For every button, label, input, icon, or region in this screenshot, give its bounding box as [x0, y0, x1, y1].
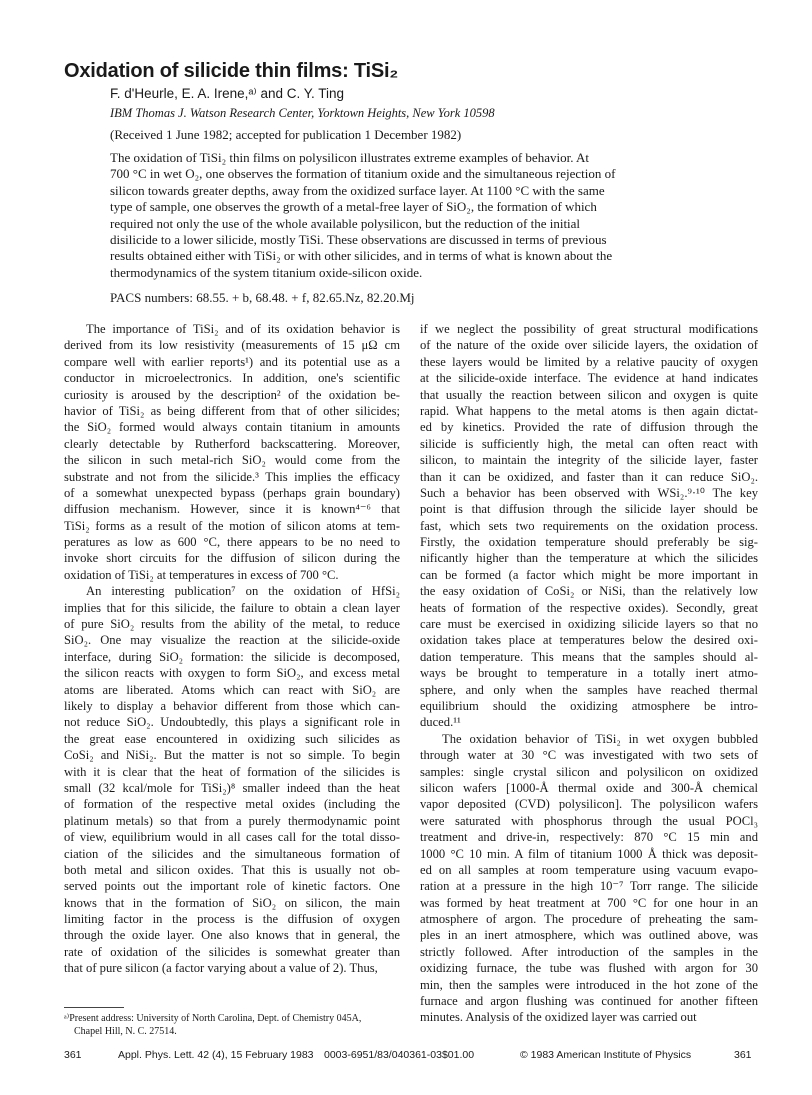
body-text-line: at the silicide-oxide interface. The evidence at hand indicates: [420, 371, 758, 386]
body-text-line: that of pure silicon (a factor varying about a value of 2). Thus,: [64, 961, 378, 976]
body-text-line: the silicon in such metal-rich SiO₂ would come from the: [64, 453, 400, 468]
body-text-line: interface, during SiO₂ formation: the silicide is decomposed,: [64, 649, 400, 664]
page-number-left: 361: [64, 1049, 82, 1061]
body-text-line: the great ease encountered in oxidizing such silicides as: [64, 731, 400, 746]
body-column-right: [420, 321, 758, 1026]
body-text-line: ways be brought to temperature in a totally inert atmo-: [420, 666, 758, 681]
body-text-line: implies that for this silicide, the failure to obtain a clean layer: [64, 600, 400, 615]
body-text-line: silicide is sufficiently high, the metal can often react with: [420, 436, 758, 451]
abstract-line: 700 °C in wet O₂, one observes the formation of titanium oxide and the simultaneous rejection of: [110, 166, 616, 182]
body-text-line: silicon, to maintain the integrity of the silicide layer, faster: [420, 453, 758, 468]
journal-citation: Appl. Phys. Lett. 42 (4), 15 February 1983: [118, 1049, 314, 1061]
body-text-line: furnace and argon flushing was continued for another fifteen: [420, 994, 758, 1009]
body-text-line: oxidation of TiSi₂ at temperatures in excess of 700 °C.: [64, 567, 339, 582]
body-text-line: CoSi₂ and NiSi₂. But the matter is not so simple. To begin: [64, 748, 400, 763]
body-text-line: derived from its low resistivity (measurements of 15 μΩ cm: [64, 338, 400, 353]
body-text-line: knows that in the formation of SiO₂ on silicon, the main: [64, 895, 400, 910]
body-text-line: platinum metals) so that from a purely thermodynamic point: [64, 813, 400, 828]
footnote-divider: [64, 1007, 124, 1008]
body-text-line: substrate and not from the silicide.³ This implies the efficacy: [64, 469, 400, 484]
body-text-line: the silicon reacts with oxygen to form SiO₂, and excess metal: [64, 666, 400, 681]
body-text-line: served points out the important role of kinetic factors. One: [64, 879, 400, 894]
body-text-line: rate of oxidation of the silicides is somewhat greater than: [64, 944, 400, 959]
body-text-line: oxidation takes place at temperatures below the desired oxi-: [420, 633, 758, 648]
body-text-line: limiting factor in the process is the diffusion of oxygen: [64, 912, 400, 927]
body-text-line: havior of TiSi₂ as being different from that of other silicides;: [64, 403, 400, 418]
body-text-line: can be formed (a factor which might be more important in: [420, 567, 758, 582]
body-text-line: compare well with earlier reports¹) and its potential use as a: [64, 354, 400, 369]
body-text-line: The oxidation behavior of TiSi₂ in wet oxygen bubbled: [442, 731, 758, 746]
body-text-line: that usually the reaction between silicon and oxygen is quite: [420, 387, 758, 402]
body-text-line: An interesting publication⁷ on the oxidation of HfSi₂: [86, 584, 400, 599]
abstract-line: The oxidation of TiSi₂ thin films on polysilicon illustrates extreme examples of behavior. At: [110, 150, 589, 165]
body-text-line: atoms are liberated. Atoms which can react with SiO₂ are: [64, 682, 400, 697]
body-text-line: Such a behavior has been observed with WSi₂.⁹·¹⁰ The key: [420, 485, 758, 500]
body-text-line: than it can be oxidized, and faster than it can reduce SiO₂.: [420, 469, 758, 484]
body-text-line: silicon wafers [1000-Å thermal oxide and 300-Å chemical: [420, 780, 758, 795]
abstract: [110, 150, 760, 281]
body-text-line: clearly detectable by Rutherford backscattering. Moreover,: [64, 436, 400, 451]
body-text-line: curiosity is aroused by the description² of the oxidation be-: [64, 387, 400, 402]
body-text-line: ciation of the silicides and the simultaneous formation of: [64, 846, 400, 861]
body-text-line: invoke short circuits for the diffusion of silicon during the: [64, 551, 400, 566]
body-text-line: Firstly, the oxidation temperature should preferably be sig-: [420, 535, 758, 550]
pacs-numbers: PACS numbers: 68.55. + b, 68.48. + f, 82.65.Nz, 82.20.Mj: [110, 290, 415, 305]
body-text-line: sphere, and only when the samples have reached thermal: [420, 682, 758, 697]
received-dates: (Received 1 June 1982; accepted for publication 1 December 1982): [110, 127, 462, 142]
body-text-line: ration at a pressure in the high 10⁻⁷ Torr range. The silicide: [420, 879, 758, 894]
body-text-line: vapor deposited (CVD) polysilicon]. The polysilicon wafers: [420, 797, 758, 812]
article-code: 0003-6951/83/040361-03$01.00: [324, 1049, 475, 1061]
body-text-line: not reduce SiO₂. Undoubtedly, this plays a significant role in: [64, 715, 400, 730]
body-text-line: TiSi₂ forms as a result of the motion of silicon atoms at tem-: [64, 518, 400, 533]
body-text-line: atmosphere of argon. The procedure of preheating the sam-: [420, 912, 758, 927]
footnote-line: Chapel Hill, N. C. 27514.: [74, 1026, 177, 1037]
body-text-line: 1000 °C 10 min. A film of titanium 1000 Å thick was deposit-: [420, 846, 758, 861]
body-text-line: through water at 30 °C was investigated with two sets of: [420, 748, 758, 763]
body-text-line: the easy oxidation of CoSi₂ or NiSi, than the relatively low: [420, 584, 758, 599]
body-text-line: equilibrium should the oxidizing atmosphere be intro-: [420, 698, 758, 713]
abstract-line: required not only the use of the whole available polysilicon, but the reduction of the initial: [110, 215, 581, 231]
body-text-line: diffusion mechanism. However, since it is known⁴⁻⁶ that: [64, 502, 400, 517]
body-text-line: of pure SiO₂ results from the ability of the metal, to reduce: [64, 617, 400, 632]
body-text-line: peratures as low as 600 °C, there appears to be no need to: [64, 535, 400, 550]
body-text-line: ed by kinetics. Provided the rate of diffusion through the: [420, 420, 758, 435]
body-text-line: samples: single crystal silicon and polysilicon on oxidized: [420, 764, 758, 779]
body-text-line: these layers would be limited by a relative paucity of oxygen: [420, 354, 758, 369]
body-text-line: dation temperature. This means that the samples should al-: [420, 649, 758, 664]
body-text-line: likely to display a behavior different from those which can-: [64, 698, 400, 713]
body-text-line: oxidizing furnace, the tube was flushed with argon for 30: [420, 961, 758, 976]
body-text-line: ed on all samples at room temperature using vacuum evapo-: [420, 862, 758, 877]
page-number-right: 361: [734, 1049, 752, 1061]
body-text-line: through the oxide layer. One also knows that in general, the: [64, 928, 400, 943]
body-text-line: of view, equilibrium would in all cases call for the total disso-: [64, 830, 400, 845]
body-text-line: small (32 kcal/mole for TiSi₂)⁸ smaller indeed than the heat: [64, 780, 400, 795]
body-text-line: strictly followed. After introduction of the samples in the: [420, 944, 758, 959]
body-text-line: conductor in microelectronics. In addition, one's scientific: [64, 371, 400, 386]
body-column-left: [64, 321, 400, 977]
body-text-line: of a somewhat unexpected bypass (perhaps grain boundary): [64, 485, 400, 500]
body-text-line: heats of formation of the respective oxides). Secondly, great: [420, 600, 758, 615]
body-text-line: The importance of TiSi₂ and of its oxidation behavior is: [86, 322, 400, 336]
article-title: Oxidation of silicide thin films: TiSi₂: [64, 60, 399, 82]
affiliation: IBM Thomas J. Watson Research Center, Yorktown Heights, New York 10598: [110, 106, 495, 120]
body-text-line: nificantly higher than the temperature at which the silicides: [420, 551, 758, 566]
body-text-line: was formed by heat treatment at 700 °C for one hour in an: [420, 895, 758, 910]
author-list: F. d'Heurle, E. A. Irene,ᵃ⁾ and C. Y. Ting: [110, 86, 345, 101]
body-text-line: were saturated with phosphorus through the usual POCl₃: [420, 813, 758, 828]
body-text-line: of the nature of the oxide over silicide layers, the oxidation of: [420, 338, 758, 353]
abstract-line: disilicide to a lower silicide, mostly TiSi. These observations are discussed in terms of previous: [110, 231, 607, 247]
body-text-line: with it is clear that the heat of formation of the silicides is: [64, 764, 400, 779]
abstract-line: thermodynamics of the system titanium oxide-silicon oxide.: [110, 264, 423, 280]
body-text-line: ples in an inert atmosphere, which was outlined above, was: [420, 928, 758, 943]
copyright-notice: © 1983 American Institute of Physics: [520, 1049, 692, 1061]
body-text-line: both metal and silicon oxides. That this is usually not ob-: [64, 862, 400, 877]
body-text-line: duced.¹¹: [420, 715, 461, 730]
abstract-line: silicon towards greater depths, away from the oxidized surface layer. At 1100 °C with the same: [110, 182, 605, 198]
body-text-line: treatment and drive-in, respectively: 870 °C 15 min and: [420, 830, 758, 845]
body-text-line: rapid. What happens to the metal atoms is then again dictat-: [420, 403, 758, 418]
body-text-line: min, then the samples were introduced in the hot zone of the: [420, 977, 758, 992]
body-text-line: of formation of the respective metal oxides (including the: [64, 797, 400, 812]
body-text-line: care must be exercised in oxidizing silicide layers so that no: [420, 617, 758, 632]
body-text-line: if we neglect the possibility of great structural modifications: [420, 322, 758, 336]
abstract-line: type of sample, one observes the growth of a metal-free layer of SiO₂, the formation of which: [110, 199, 597, 215]
body-text-line: fast, which sets two requirements on the oxidation process.: [420, 518, 758, 533]
body-text-line: point is that diffusion through the silicide layer should be: [420, 502, 758, 517]
body-text-line: minutes. Analysis of the oxidized layer was carried out: [420, 1010, 697, 1025]
footnote: [64, 1012, 400, 1038]
body-text-line: SiO₂. One may visualize the reaction at the silicide-oxide: [64, 633, 400, 648]
abstract-line: results obtained either with TiSi₂ or with other silicides, and in terms of what is known about the: [110, 248, 613, 264]
body-text-line: the SiO₂ formed would always contain titanium in amounts: [64, 420, 400, 435]
footnote-line: ᵃ⁾Present address: University of North Carolina, Dept. of Chemistry 045A,: [64, 1013, 362, 1024]
